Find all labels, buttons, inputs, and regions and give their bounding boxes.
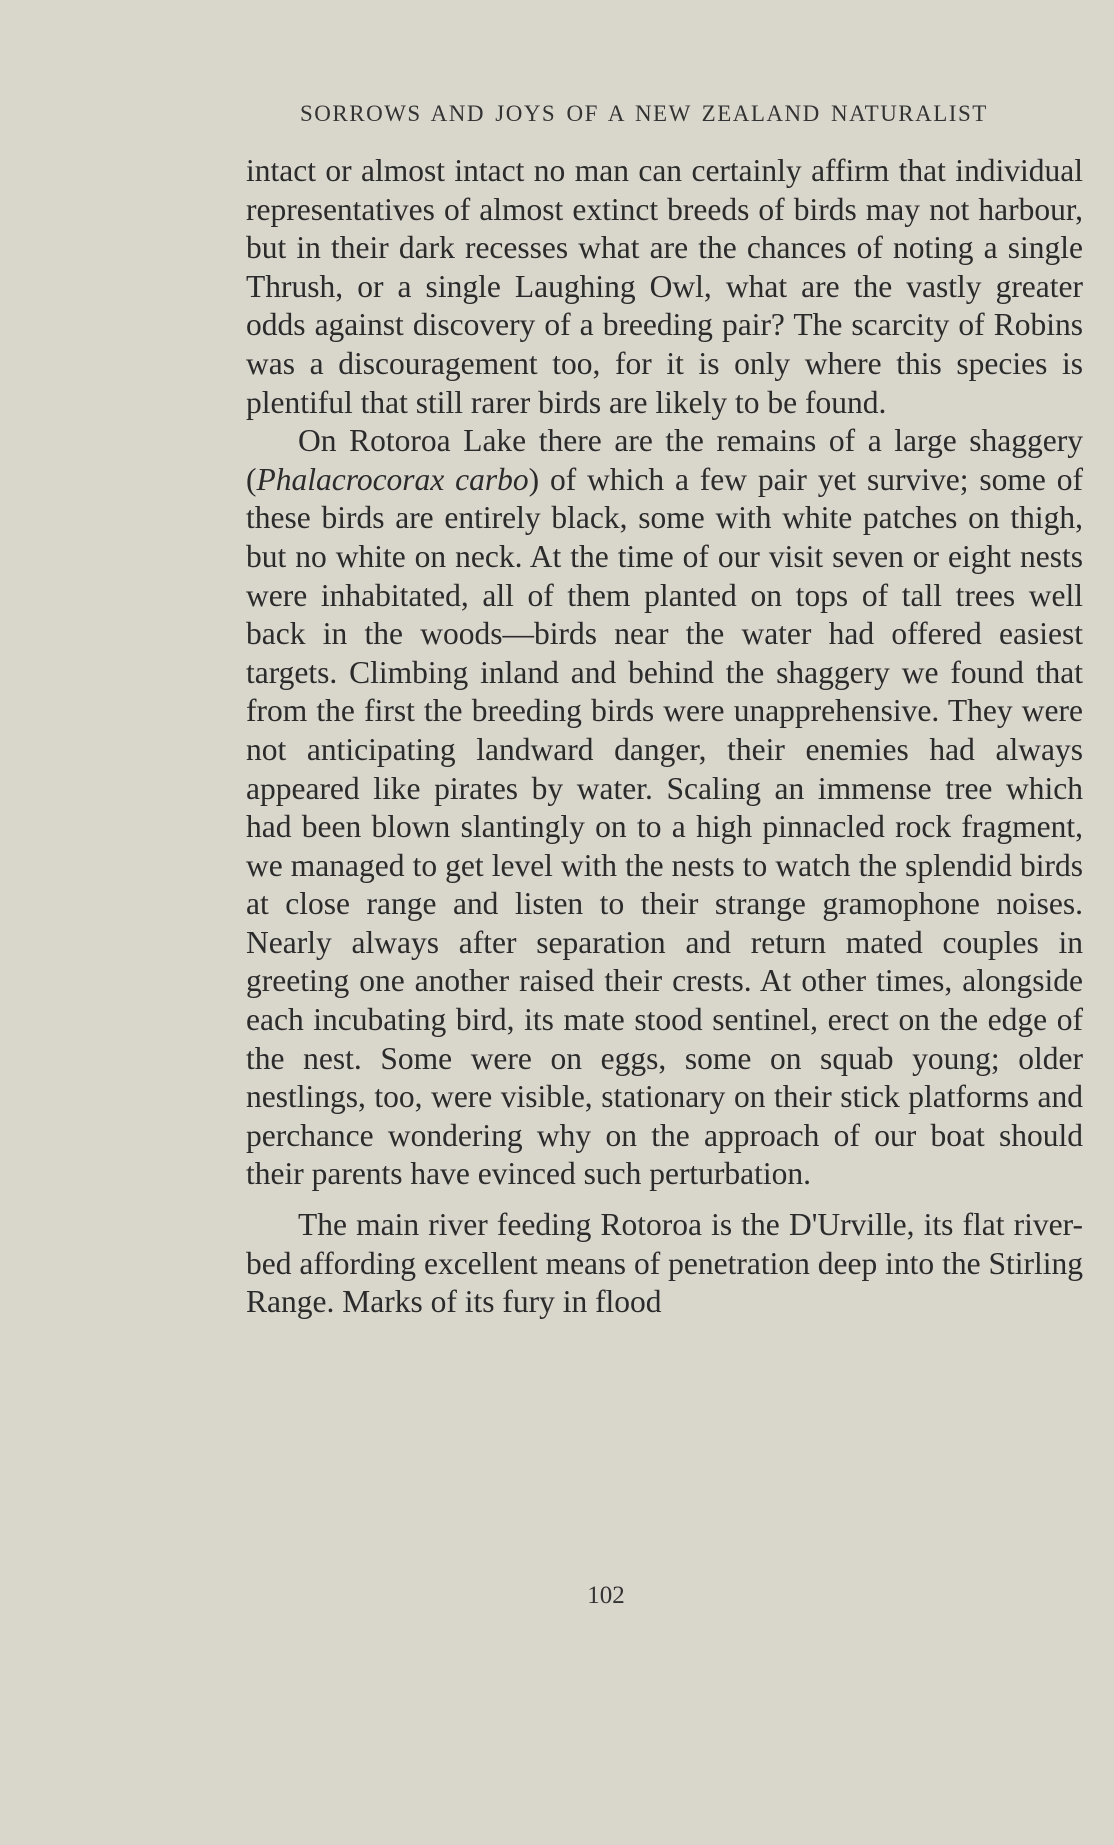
page-number: 102 <box>587 1582 625 1609</box>
paragraph-3: The main river feeding Rotoroa is the D'Urville, its flat river-bed affording excellent means of penetration deep into the Stirling Range. Marks of its fury in flood <box>246 1207 1083 1320</box>
body-text <box>246 152 1083 1322</box>
paragraph-2 <box>246 422 1083 1194</box>
paragraph-2-after-italic: ) of which a few pair yet survive; some of these birds are entirely black, some with white patches on thigh, but no white on neck. At the time of our visit seven or eight nests were inhabitated, all of them planted on tops of tall trees well back in the woods—birds near the water had offered easiest targets. Climbing inland and behind the shaggery we found that from the first the breeding birds were unapprehensive. They were not anticipating landward danger, their enemies had always appeared like pirates by water. Scaling an immense tree which had been blown slantingly on to a high pinnacled rock fragment, we managed to get level with the nests to watch the splendid birds at close range and listen to their strange gramophone noises. Nearly always after separation and return mated couples in greeting one another raised their crests. At other times, alongside each incubating bird, its mate stood sentinel, erect on the edge of the nest. Some were on eggs, some on squab young; older nestlings, too, were visible, stationary on their stick platforms and perchance wondering why on the approach of our boat should their parents have evinced such perturbation. <box>246 461 1083 1192</box>
running-head: SORROWS AND JOYS OF A NEW ZEALAND NATURALIST <box>300 101 988 126</box>
paragraph-1: intact or almost intact no man can certainly affirm that individual representatives of almost extinct breeds of birds may not harbour, but in their dark recesses what are the chances of noting a single Thrush, or a single Laughing Owl, what are the vastly greater odds against discovery of a breeding pair? The scarcity of Robins was a discouragement too, for it is only where this species is plentiful that still rarer birds are likely to be found. <box>246 153 1083 420</box>
species-name: Phalacrocorax carbo <box>256 461 529 497</box>
paragraph-2-before-italic: On Rotoroa Lake there are the remains of a large shaggery ( <box>246 423 1083 497</box>
